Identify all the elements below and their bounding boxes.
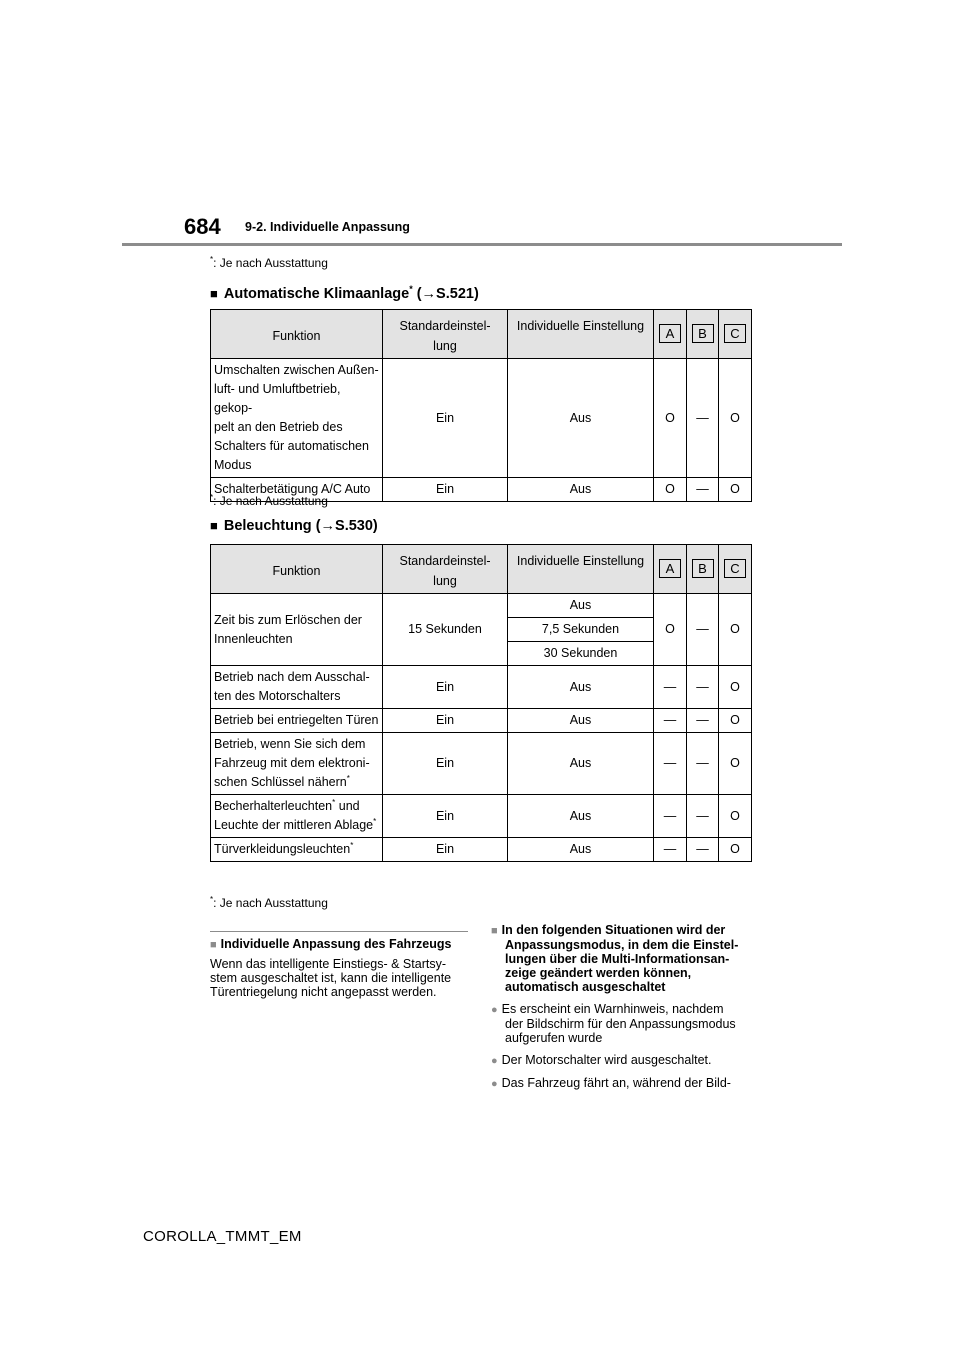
function-cell: Schalterbetätigung A/C Auto — [211, 478, 383, 502]
col-header-a: A — [654, 310, 687, 359]
square-bullet-icon: ■ — [491, 925, 498, 937]
table-row — [211, 359, 752, 478]
table-row — [211, 795, 752, 838]
list-item: ● Es erscheint ein Warnhinweis, nachdem der Bildschirm für den Anpassungsmodus aufgerufen wurde — [491, 1002, 736, 1045]
table-row — [211, 733, 752, 795]
table-header-row — [211, 310, 752, 359]
page-number: 684 — [184, 214, 221, 239]
c-cell: O — [719, 478, 752, 502]
lighting-table — [210, 544, 752, 862]
col-header-b: B — [687, 545, 719, 594]
b-cell: — — [687, 838, 719, 862]
list-item: ● Der Motorschalter wird ausgeschaltet. — [491, 1053, 712, 1067]
square-bullet-icon: ■ — [210, 518, 218, 533]
custom-cell: Aus — [508, 478, 654, 502]
a-cell: O — [654, 478, 687, 502]
col-header-custom: Individuelle Einstellung — [508, 310, 654, 359]
custom-cell: 7,5 Sekunden — [508, 618, 654, 642]
function-cell: Becherhalterleuchten* und Leuchte der mittleren Ablage* — [211, 795, 383, 838]
col-header-a: A — [654, 545, 687, 594]
custom-cell: Aus — [508, 733, 654, 795]
function-cell: Umschalten zwischen Außen- luft- und Umluftbetrieb, gekop- pelt an den Betrieb des Schalters für automatischen Modus — [211, 359, 383, 478]
default-cell: Ein — [383, 359, 508, 478]
b-cell: — — [687, 733, 719, 795]
lighting-heading: ■ Beleuchtung (→S.530) — [210, 518, 378, 534]
a-cell: — — [654, 838, 687, 862]
default-cell: Ein — [383, 666, 508, 709]
circle-bullet-icon: ● — [491, 1078, 498, 1090]
footnote: *: Je nach Ausstattung — [210, 895, 328, 910]
default-cell: Ein — [383, 478, 508, 502]
c-cell: O — [719, 709, 752, 733]
custom-cell: 30 Sekunden — [508, 642, 654, 666]
right-note-title: ■ In den folgenden Situationen wird der Anpassungsmodus, in dem die Einstel- lungen über die Multi-Informationsan- zeige geändert werden können, automatisch ausgeschaltet — [491, 923, 739, 994]
square-bullet-icon: ■ — [210, 285, 218, 301]
custom-cell: Aus — [508, 666, 654, 709]
custom-cell: Aus — [508, 795, 654, 838]
col-header-default: Standardeinstel- lung — [383, 310, 508, 359]
col-header-default: Standardeinstel- lung — [383, 545, 508, 594]
table-row — [211, 709, 752, 733]
left-note-title: ■ Individuelle Anpassung des Fahrzeugs — [210, 937, 452, 951]
list-item: ● Das Fahrzeug fährt an, während der Bild- — [491, 1076, 731, 1090]
table-row — [211, 838, 752, 862]
a-cell: — — [654, 666, 687, 709]
custom-cell: Aus — [508, 709, 654, 733]
footnote: *: Je nach Ausstattung — [210, 493, 328, 508]
c-cell: O — [719, 359, 752, 478]
a-cell: O — [654, 359, 687, 478]
table-header-row — [211, 545, 752, 594]
c-cell: O — [719, 838, 752, 862]
b-cell: — — [687, 359, 719, 478]
c-cell: O — [719, 594, 752, 666]
circle-bullet-icon: ● — [491, 1004, 498, 1016]
col-header-function: Funktion — [211, 310, 383, 359]
function-cell: Betrieb, wenn Sie sich dem Fahrzeug mit dem elektroni- schen Schlüssel nähern* — [211, 733, 383, 795]
c-cell: O — [719, 795, 752, 838]
divider — [210, 931, 468, 932]
c-cell: O — [719, 733, 752, 795]
b-cell: — — [687, 478, 719, 502]
col-header-c: C — [719, 545, 752, 594]
c-cell: O — [719, 666, 752, 709]
header-rule — [122, 243, 842, 246]
footnote: *: Je nach Ausstattung — [210, 255, 328, 270]
function-cell: Betrieb bei entriegelten Türen — [211, 709, 383, 733]
default-cell: 15 Sekunden — [383, 594, 508, 666]
a-cell: — — [654, 795, 687, 838]
circle-bullet-icon: ● — [491, 1055, 498, 1067]
a-cell: O — [654, 594, 687, 666]
default-cell: Ein — [383, 838, 508, 862]
default-cell: Ein — [383, 733, 508, 795]
table-row — [211, 594, 752, 618]
b-cell: — — [687, 795, 719, 838]
function-cell: Türverkleidungsleuchten* — [211, 838, 383, 862]
table-row — [211, 666, 752, 709]
custom-cell: Aus — [508, 594, 654, 618]
left-note-block — [210, 937, 472, 999]
col-header-custom: Individuelle Einstellung — [508, 545, 654, 594]
section-title: 9-2. Individuelle Anpassung — [245, 220, 410, 234]
square-bullet-icon: ■ — [210, 939, 217, 951]
footer-doc-id: COROLLA_TMMT_EM — [143, 1228, 302, 1245]
a-cell: — — [654, 733, 687, 795]
right-note-block — [491, 923, 761, 1091]
climate-heading: ■ Automatische Klimaanlage* (→S.521) — [210, 284, 479, 302]
custom-cell: Aus — [508, 359, 654, 478]
function-cell: Betrieb nach dem Ausschal- ten des Motorschalters — [211, 666, 383, 709]
a-cell: — — [654, 709, 687, 733]
default-cell: Ein — [383, 709, 508, 733]
col-header-function: Funktion — [211, 545, 383, 594]
b-cell: — — [687, 666, 719, 709]
b-cell: — — [687, 709, 719, 733]
custom-cell: Aus — [508, 838, 654, 862]
col-header-b: B — [687, 310, 719, 359]
default-cell: Ein — [383, 795, 508, 838]
b-cell: — — [687, 594, 719, 666]
col-header-c: C — [719, 310, 752, 359]
climate-table — [210, 309, 752, 502]
function-cell: Zeit bis zum Erlöschen der Innenleuchten — [211, 594, 383, 666]
left-note-body: Wenn das intelligente Einstiegs- & Startsy- stem ausgeschaltet ist, kann die intelligente Türentriegelung nicht angepasst werden. — [210, 957, 452, 999]
